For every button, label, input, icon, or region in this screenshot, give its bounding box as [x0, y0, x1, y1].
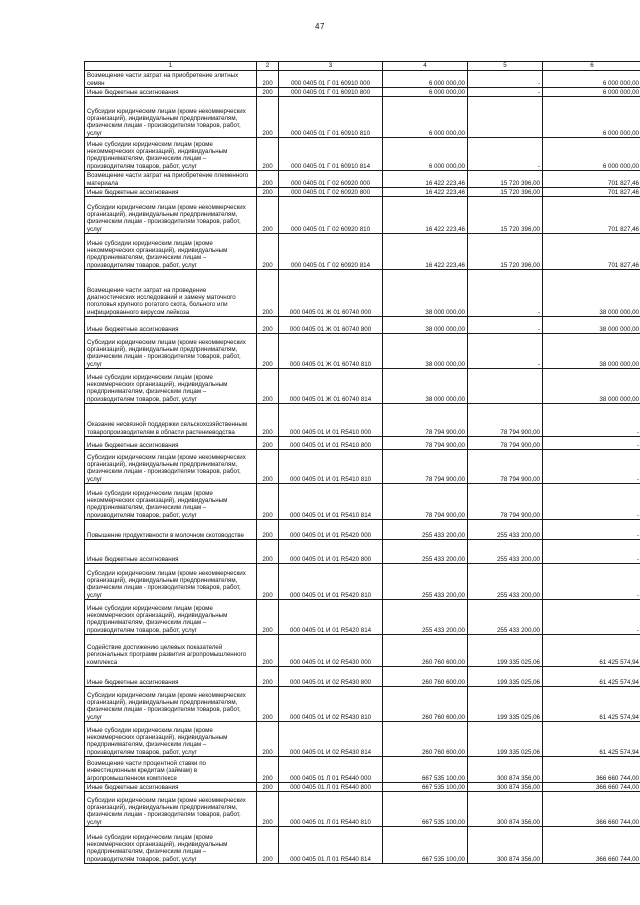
row-amount-remaining-cell: 61 425 574,94: [543, 722, 640, 757]
row-amount-executed-cell: 199 335 025,06: [468, 687, 543, 722]
table-header-row: [85, 62, 640, 71]
row-amount-executed-cell: [468, 369, 543, 404]
row-column2-cell: 200: [257, 635, 279, 667]
row-amount-remaining-cell: -: [543, 600, 640, 635]
budget-table: [84, 61, 640, 864]
row-amount-planned-cell: 38 000 000,00: [383, 270, 468, 317]
row-amount-executed-cell: 78 794 900,00: [468, 437, 543, 450]
row-code-cell: 000 0405 01 Г 01 60910 000: [279, 71, 383, 88]
table-row: [85, 564, 640, 600]
row-name-cell: Оказание несвязной поддержки сельскохозяйственным товаропроизводителям в области растениеводства: [85, 404, 257, 437]
row-amount-planned-cell: 260 760 600,00: [383, 722, 468, 757]
row-amount-executed-cell: 15 720 396,00: [468, 188, 543, 197]
row-name-cell: Иные субсидии юридическим лицам (кроме некоммерческих организаций), индивидуальным предпринимателям, физическим лицам – производителям товаров, работ, услуг: [85, 234, 257, 270]
row-amount-executed-cell: 199 335 025,06: [468, 722, 543, 757]
table-row: [85, 71, 640, 88]
row-amount-remaining-cell: 38 000 000,00: [543, 270, 640, 317]
row-amount-executed-cell: -: [468, 138, 543, 171]
row-code-cell: 000 0405 01 Г 01 60910 800: [279, 88, 383, 97]
table-row: [85, 540, 640, 564]
row-code-cell: 000 0405 01 И 02 R5430 000: [279, 635, 383, 667]
row-amount-executed-cell: 300 874 356,00: [468, 827, 543, 864]
row-name-cell: Возмещение части затрат на приобретение элитных семян: [85, 71, 257, 88]
row-code-cell: 000 0405 01 И 01 R5420 810: [279, 564, 383, 600]
row-name-cell: Субсидии юридическим лицам (кроме некоммерческих организаций), индивидуальным предпринимателям, физическим лицам - производителям товаров, работ, услуг: [85, 334, 257, 369]
row-name-cell: Субсидии юридическим лицам (кроме некоммерческих организаций), индивидуальным предпринимателям, физическим лицам - производителям товаров, работ, услуг: [85, 450, 257, 484]
row-code-cell: 000 0405 01 И 01 R5420 800: [279, 540, 383, 564]
column-header-3: 3: [279, 62, 383, 71]
table-row: [85, 450, 640, 484]
row-column2-cell: 200: [257, 450, 279, 484]
row-amount-planned-cell: 78 794 900,00: [383, 484, 468, 520]
row-amount-executed-cell: 78 794 900,00: [468, 404, 543, 437]
row-name-cell: Иные бюджетные ассигнования: [85, 540, 257, 564]
table-row: [85, 334, 640, 369]
column-header-1: 1: [85, 62, 257, 71]
row-amount-remaining-cell: 366 660 744,00: [543, 792, 640, 827]
row-amount-planned-cell: 16 422 223,46: [383, 234, 468, 270]
table-row: [85, 234, 640, 270]
row-column2-cell: 200: [257, 792, 279, 827]
row-amount-executed-cell: 255 433 200,00: [468, 520, 543, 540]
row-column2-cell: 200: [257, 484, 279, 520]
row-code-cell: 000 0405 01 И 01 R5420 814: [279, 600, 383, 635]
row-column2-cell: 200: [257, 334, 279, 369]
row-amount-remaining-cell: -: [543, 404, 640, 437]
row-amount-planned-cell: 16 422 223,46: [383, 188, 468, 197]
row-column2-cell: 200: [257, 757, 279, 783]
row-name-cell: Возмещение части процентной ставки по инвестиционным кредитам (займам) в агропромышленном комплексе: [85, 757, 257, 783]
row-code-cell: 000 0405 01 И 02 R5430 814: [279, 722, 383, 757]
row-name-cell: Содействие достижению целевых показателей региональных программ развития агропромышленного комплекса: [85, 635, 257, 667]
row-amount-remaining-cell: -: [543, 520, 640, 540]
row-amount-remaining-cell: 61 425 574,94: [543, 635, 640, 667]
row-name-cell: Субсидии юридическим лицам (кроме некоммерческих организаций), индивидуальным предпринимателям, физическим лицам - производителям товаров, работ, услуг: [85, 97, 257, 138]
row-amount-planned-cell: 255 433 200,00: [383, 520, 468, 540]
row-amount-planned-cell: 78 794 900,00: [383, 450, 468, 484]
row-column2-cell: 200: [257, 540, 279, 564]
row-column2-cell: 200: [257, 783, 279, 792]
row-code-cell: 000 0405 01 Ж 01 60740 000: [279, 270, 383, 317]
row-amount-remaining-cell: -: [543, 450, 640, 484]
row-name-cell: Возмещение части затрат на проведение диагностических исследований и замену маточного поголовья крупного рогатого скота, больного или инфицированного вирусом лейкоза: [85, 270, 257, 317]
row-code-cell: 000 0405 01 И 01 R5410 000: [279, 404, 383, 437]
row-column2-cell: 200: [257, 564, 279, 600]
row-amount-remaining-cell: 61 425 574,94: [543, 667, 640, 687]
row-amount-remaining-cell: 6 000 000,00: [543, 97, 640, 138]
row-amount-executed-cell: 255 433 200,00: [468, 600, 543, 635]
row-amount-remaining-cell: 6 000 000,00: [543, 88, 640, 97]
row-column2-cell: 200: [257, 270, 279, 317]
row-name-cell: Иные субсидии юридическим лицам (кроме некоммерческих организаций), индивидуальным предпринимателям, физическим лицам – производителям товаров, работ, услуг: [85, 369, 257, 404]
row-amount-planned-cell: 667 535 100,00: [383, 783, 468, 792]
row-amount-planned-cell: 255 433 200,00: [383, 540, 468, 564]
row-amount-executed-cell: 15 720 396,00: [468, 234, 543, 270]
row-column2-cell: 200: [257, 138, 279, 171]
row-name-cell: Субсидии юридическим лицам (кроме некоммерческих организаций), индивидуальным предпринимателям, физическим лицам - производителям товаров, работ, услуг: [85, 564, 257, 600]
row-amount-planned-cell: 667 535 100,00: [383, 757, 468, 783]
row-code-cell: 000 0405 01 Г 02 60920 814: [279, 234, 383, 270]
table-row: [85, 97, 640, 138]
row-name-cell: Субсидии юридическим лицам (кроме некоммерческих организаций), индивидуальным предпринимателям, физическим лицам - производителям товаров, работ, услуг: [85, 687, 257, 722]
row-amount-executed-cell: 15 720 396,00: [468, 171, 543, 188]
row-amount-executed-cell: -: [468, 71, 543, 88]
table-row: [85, 369, 640, 404]
row-code-cell: 000 0405 01 И 02 R5430 810: [279, 687, 383, 722]
row-amount-remaining-cell: -: [543, 564, 640, 600]
row-amount-remaining-cell: 38 000 000,00: [543, 334, 640, 369]
row-amount-planned-cell: 260 760 600,00: [383, 667, 468, 687]
row-name-cell: Возмещение части затрат на приобретение племенного материала: [85, 171, 257, 188]
row-amount-executed-cell: 199 335 025,06: [468, 667, 543, 687]
row-amount-executed-cell: 300 874 356,00: [468, 783, 543, 792]
row-amount-planned-cell: 38 000 000,00: [383, 334, 468, 369]
row-column2-cell: 200: [257, 404, 279, 437]
row-code-cell: 000 0405 01 И 01 R5410 814: [279, 484, 383, 520]
row-amount-executed-cell: 15 720 396,00: [468, 197, 543, 234]
row-amount-executed-cell: 78 794 900,00: [468, 450, 543, 484]
table-row: [85, 317, 640, 334]
table-row: [85, 600, 640, 635]
row-name-cell: Иные бюджетные ассигнования: [85, 188, 257, 197]
row-code-cell: 000 0405 01 И 01 R5410 810: [279, 450, 383, 484]
row-name-cell: Иные субсидии юридическим лицам (кроме некоммерческих организаций), индивидуальным предпринимателям, физическим лицам – производителям товаров, работ, услуг: [85, 600, 257, 635]
row-column2-cell: 200: [257, 188, 279, 197]
row-code-cell: 000 0405 01 Л 01 R5440 800: [279, 783, 383, 792]
row-column2-cell: 200: [257, 369, 279, 404]
row-name-cell: Иные субсидии юридическим лицам (кроме некоммерческих организаций), индивидуальным предпринимателям, физическим лицам – производителям товаров, работ, услуг: [85, 827, 257, 864]
row-amount-planned-cell: 6 000 000,00: [383, 97, 468, 138]
row-column2-cell: 200: [257, 687, 279, 722]
row-code-cell: 000 0405 01 Г 02 60920 000: [279, 171, 383, 188]
column-header-2: 2: [257, 62, 279, 71]
column-header-5: 5: [468, 62, 543, 71]
row-amount-remaining-cell: 701 827,46: [543, 171, 640, 188]
row-amount-planned-cell: 6 000 000,00: [383, 138, 468, 171]
row-column2-cell: 200: [257, 722, 279, 757]
row-code-cell: 000 0405 01 Ж 01 60740 810: [279, 334, 383, 369]
row-amount-remaining-cell: -: [543, 540, 640, 564]
row-amount-planned-cell: 38 000 000,00: [383, 369, 468, 404]
row-amount-remaining-cell: 38 000 000,00: [543, 317, 640, 334]
row-amount-planned-cell: 667 535 100,00: [383, 827, 468, 864]
row-name-cell: Субсидии юридическим лицам (кроме некоммерческих организаций), индивидуальным предпринимателям, физическим лицам - производителям товаров, работ, услуг: [85, 197, 257, 234]
row-amount-remaining-cell: 366 660 744,00: [543, 827, 640, 864]
row-name-cell: Иные субсидии юридическим лицам (кроме некоммерческих организаций), индивидуальным предпринимателям, физическим лицам – производителям товаров, работ, услуг: [85, 138, 257, 171]
table-row: [85, 667, 640, 687]
row-amount-remaining-cell: 366 660 744,00: [543, 757, 640, 783]
column-header-6: 6: [543, 62, 640, 71]
table-row: [85, 404, 640, 437]
row-amount-planned-cell: 6 000 000,00: [383, 71, 468, 88]
row-code-cell: 000 0405 01 И 01 R5410 800: [279, 437, 383, 450]
row-amount-executed-cell: 300 874 356,00: [468, 757, 543, 783]
row-code-cell: 000 0405 01 Г 01 60910 810: [279, 97, 383, 138]
table-row: [85, 722, 640, 757]
row-name-cell: Иные бюджетные ассигнования: [85, 783, 257, 792]
row-amount-executed-cell: [468, 97, 543, 138]
row-name-cell: Иные бюджетные ассигнования: [85, 437, 257, 450]
row-column2-cell: 200: [257, 667, 279, 687]
table-row: [85, 437, 640, 450]
row-amount-planned-cell: 38 000 000,00: [383, 317, 468, 334]
row-amount-planned-cell: 6 000 000,00: [383, 88, 468, 97]
row-code-cell: 000 0405 01 Л 01 R5440 000: [279, 757, 383, 783]
table-row: [85, 687, 640, 722]
row-amount-remaining-cell: -: [543, 437, 640, 450]
row-amount-remaining-cell: 701 827,46: [543, 188, 640, 197]
row-amount-executed-cell: 300 874 356,00: [468, 792, 543, 827]
row-amount-planned-cell: 260 760 600,00: [383, 635, 468, 667]
row-code-cell: 000 0405 01 Ж 01 60740 814: [279, 369, 383, 404]
row-amount-remaining-cell: 701 827,46: [543, 197, 640, 234]
row-code-cell: 000 0405 01 Г 01 60910 814: [279, 138, 383, 171]
table-row: [85, 792, 640, 827]
row-amount-planned-cell: 260 760 600,00: [383, 687, 468, 722]
row-amount-remaining-cell: 6 000 000,00: [543, 138, 640, 171]
row-column2-cell: 200: [257, 88, 279, 97]
row-code-cell: 000 0405 01 Л 01 R5440 814: [279, 827, 383, 864]
row-name-cell: Иные субсидии юридическим лицам (кроме некоммерческих организаций), индивидуальным предпринимателям, физическим лицам – производителям товаров, работ, услуг: [85, 484, 257, 520]
row-column2-cell: 200: [257, 317, 279, 334]
row-amount-planned-cell: 78 794 900,00: [383, 437, 468, 450]
row-amount-planned-cell: 667 535 100,00: [383, 792, 468, 827]
row-amount-executed-cell: 255 433 200,00: [468, 540, 543, 564]
column-header-4: 4: [383, 62, 468, 71]
row-code-cell: 000 0405 01 И 02 R5430 800: [279, 667, 383, 687]
row-amount-planned-cell: 16 422 223,46: [383, 171, 468, 188]
row-column2-cell: 200: [257, 97, 279, 138]
row-name-cell: Субсидии юридическим лицам (кроме некоммерческих организаций), индивидуальным предпринимателям, физическим лицам - производителям товаров, работ, услуг: [85, 792, 257, 827]
row-code-cell: 000 0405 01 Г 02 60920 810: [279, 197, 383, 234]
table-row: [85, 270, 640, 317]
row-code-cell: 000 0405 01 Г 02 60920 800: [279, 188, 383, 197]
page-number: 47: [315, 22, 325, 31]
row-amount-planned-cell: 255 433 200,00: [383, 600, 468, 635]
row-name-cell: Иные субсидии юридическим лицам (кроме некоммерческих организаций), индивидуальным предпринимателям, физическим лицам – производителям товаров, работ, услуг: [85, 722, 257, 757]
row-amount-planned-cell: 78 794 900,00: [383, 404, 468, 437]
row-amount-executed-cell: 78 794 900,00: [468, 484, 543, 520]
row-column2-cell: 200: [257, 600, 279, 635]
row-column2-cell: 200: [257, 197, 279, 234]
row-amount-remaining-cell: 366 660 744,00: [543, 783, 640, 792]
row-name-cell: Иные бюджетные ассигнования: [85, 88, 257, 97]
row-amount-planned-cell: 16 422 223,46: [383, 197, 468, 234]
table-row: [85, 783, 640, 792]
row-name-cell: Иные бюджетные ассигнования: [85, 667, 257, 687]
row-column2-cell: 200: [257, 437, 279, 450]
table-row: [85, 757, 640, 783]
table-row: [85, 171, 640, 188]
row-amount-planned-cell: 255 433 200,00: [383, 564, 468, 600]
row-name-cell: Повышение продуктивности в молочном скотоводстве: [85, 520, 257, 540]
row-code-cell: 000 0405 01 И 01 R5420 000: [279, 520, 383, 540]
row-name-cell: Иные бюджетные ассигнования: [85, 317, 257, 334]
table-row: [85, 138, 640, 171]
row-amount-remaining-cell: -: [543, 484, 640, 520]
table-row: [85, 827, 640, 864]
row-amount-remaining-cell: 38 000 000,00: [543, 369, 640, 404]
row-amount-remaining-cell: 6 000 000,00: [543, 71, 640, 88]
row-column2-cell: 200: [257, 71, 279, 88]
row-amount-remaining-cell: 701 827,46: [543, 234, 640, 270]
row-amount-executed-cell: 255 433 200,00: [468, 564, 543, 600]
table-row: [85, 635, 640, 667]
row-column2-cell: 200: [257, 520, 279, 540]
row-amount-executed-cell: -: [468, 317, 543, 334]
row-code-cell: 000 0405 01 Ж 01 60740 800: [279, 317, 383, 334]
row-amount-executed-cell: 199 335 025,06: [468, 635, 543, 667]
table-row: [85, 197, 640, 234]
row-code-cell: 000 0405 01 Л 01 R5440 810: [279, 792, 383, 827]
row-column2-cell: 200: [257, 171, 279, 188]
table-row: [85, 484, 640, 520]
table-row: [85, 88, 640, 97]
table-body: [85, 71, 640, 864]
table-row: [85, 520, 640, 540]
row-amount-executed-cell: -: [468, 270, 543, 317]
table-row: [85, 188, 640, 197]
row-column2-cell: 200: [257, 827, 279, 864]
row-amount-executed-cell: -: [468, 88, 543, 97]
row-column2-cell: 200: [257, 234, 279, 270]
row-amount-remaining-cell: 61 425 574,94: [543, 687, 640, 722]
row-amount-executed-cell: -: [468, 334, 543, 369]
